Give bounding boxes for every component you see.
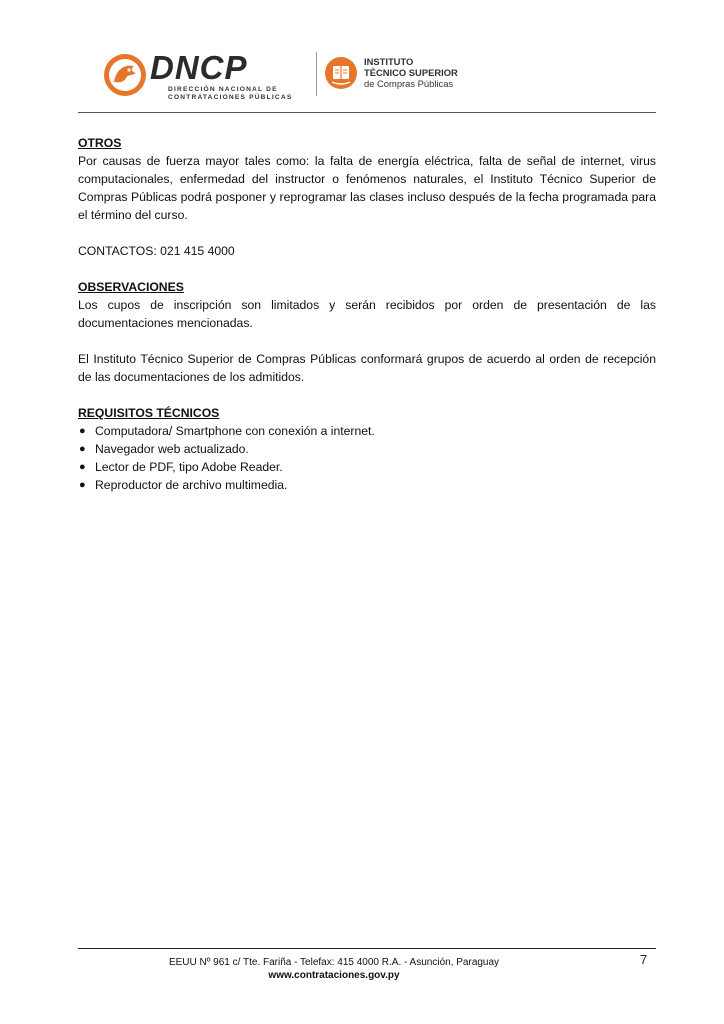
dncp-subtitle-line2: CONTRATACIONES PÚBLICAS <box>168 94 293 101</box>
list-item-text: Lector de PDF, tipo Adobe Reader. <box>95 460 283 474</box>
itscp-logo <box>324 54 494 98</box>
header-divider <box>78 112 656 113</box>
itscp-line2: TÉCNICO SUPERIOR <box>364 67 458 78</box>
requisitos-list <box>78 422 656 494</box>
observaciones-heading: OBSERVACIONES <box>78 280 184 294</box>
footer-address: EEUU Nº 961 c/ Tte. Fariña - Telefax: 415 4000 R.A. - Asunción, Paraguay <box>168 957 500 968</box>
dncp-subtitle <box>168 86 308 102</box>
page-header <box>78 44 656 110</box>
bullet-icon: ● <box>79 479 86 491</box>
bullet-icon: ● <box>79 425 86 437</box>
otros-heading: OTROS <box>78 136 122 150</box>
dncp-emblem-icon <box>102 52 148 98</box>
contactos-line: CONTACTOS: 021 415 4000 <box>78 244 235 258</box>
itscp-line3: de Compras Públicas <box>364 78 454 89</box>
otros-paragraph: Por causas de fuerza mayor tales como: la falta de energía eléctrica, falta de señal de internet, virus computacionales, enfermedad del instructor o fenómenos naturales, el Instituto Técnico Superior de Compras Públicas podrá posponer y reprogramar las clases incluso después de la fecha programada para el término del curso. <box>78 154 656 222</box>
list-item <box>78 422 656 440</box>
bullet-icon: ● <box>79 443 86 455</box>
observaciones-paragraph-2: El Instituto Técnico Superior de Compras Públicas conformará grupos de acuerdo al orden de recepción de las documentaciones de los admitidos. <box>78 352 656 384</box>
itscp-name <box>364 56 458 89</box>
itscp-line1: INSTITUTO <box>364 56 414 67</box>
list-item-text: Computadora/ Smartphone con conexión a internet. <box>95 424 375 438</box>
page-number: 7 <box>640 952 648 967</box>
header-logo-divider <box>316 52 317 96</box>
footer-divider <box>78 948 656 949</box>
bullet-icon: ● <box>79 461 86 473</box>
list-item-text: Reproductor de archivo multimedia. <box>95 478 288 492</box>
dncp-subtitle-line1: DIRECCIÓN NACIONAL DE <box>168 86 278 93</box>
observaciones-paragraph-1: Los cupos de inscripción son limitados y serán recibidos por orden de presentación de las documentaciones mencionadas. <box>78 298 656 330</box>
list-item <box>78 458 656 476</box>
dncp-wordmark: DNCP <box>150 49 248 86</box>
itscp-book-icon <box>324 56 358 90</box>
document-body <box>78 134 656 494</box>
list-item <box>78 440 656 458</box>
requisitos-heading: REQUISITOS TÉCNICOS <box>78 406 220 420</box>
list-item <box>78 476 656 494</box>
footer-website-link[interactable]: www.contrataciones.gov.py <box>268 970 400 981</box>
dncp-logo <box>102 50 302 102</box>
list-item-text: Navegador web actualizado. <box>95 442 249 456</box>
